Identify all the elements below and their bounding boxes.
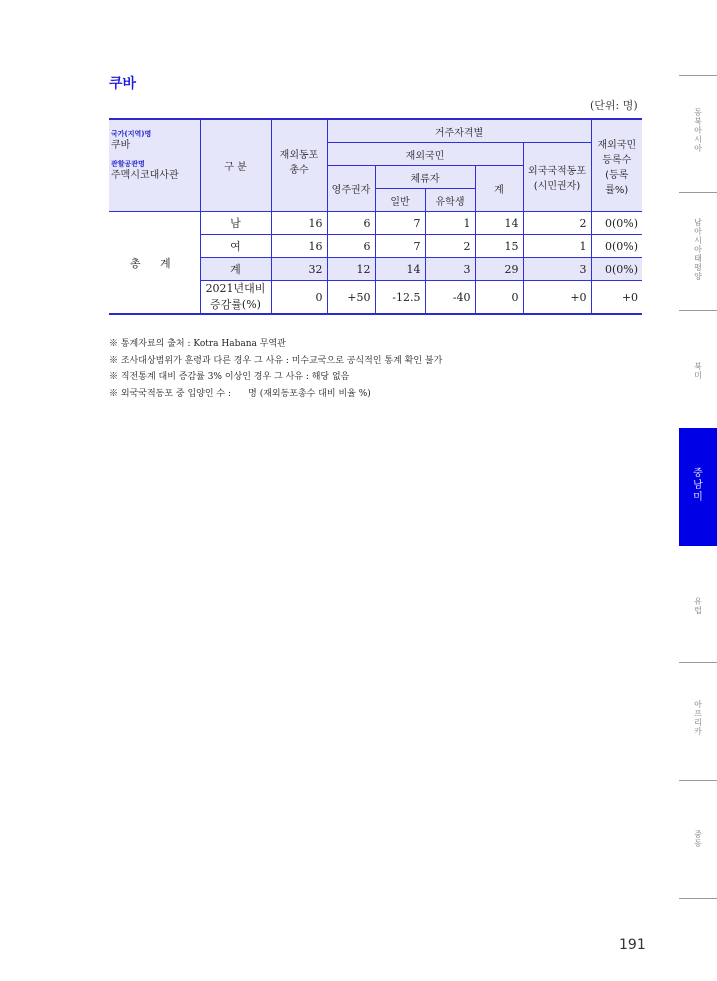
cell-general: -12.5 <box>375 281 425 315</box>
cell-permanent: +50 <box>327 281 375 315</box>
header-nationals: 재외국민 <box>327 143 523 166</box>
header-total: 재외동포 총수 <box>271 119 327 212</box>
cell-general: 7 <box>375 235 425 258</box>
cell-registered: 0(0%) <box>591 235 642 258</box>
header-registered: 재외국민 등록수 (등록률%) <box>591 119 642 212</box>
footnote: ※ 외국국적동포 중 입양인 수 : 명 (재외동포총수 대비 비율 %) <box>109 388 371 399</box>
country-label: 국가(지역)명 <box>111 130 152 138</box>
cell-student: -40 <box>425 281 475 315</box>
header-category: 구 분 <box>200 119 271 212</box>
header-general: 일반 <box>375 189 425 212</box>
cell-subtotal: 14 <box>475 212 523 235</box>
header-residence: 거주자격별 <box>327 119 591 143</box>
cell-subtotal: 0 <box>475 281 523 315</box>
header-sojourner: 체류자 <box>375 166 475 189</box>
cell-foreign: 3 <box>523 258 591 281</box>
cell-total: 16 <box>271 212 327 235</box>
side-divider <box>679 75 717 76</box>
cell-registered: 0(0%) <box>591 212 642 235</box>
group-label: 총 계 <box>109 212 200 315</box>
side-tab-europe[interactable]: 유 럽 <box>694 597 702 615</box>
cell-subtotal: 29 <box>475 258 523 281</box>
side-tab-africa[interactable]: 아 프 리 카 <box>694 700 702 736</box>
unit-label: (단위: 명) <box>590 99 638 112</box>
footnote: ※ 통계자료의 출처 : Kotra Habana 무역관 <box>109 339 286 349</box>
region-side-nav <box>679 0 717 981</box>
side-divider <box>679 310 717 311</box>
cell-general: 7 <box>375 212 425 235</box>
cell-foreign: 2 <box>523 212 591 235</box>
side-tab-middle-east[interactable]: 중 동 <box>694 830 702 848</box>
side-divider <box>679 192 717 193</box>
page-number: 191 <box>619 937 646 953</box>
side-tab-south-asia-pacific[interactable]: 남 아 시 아 태 평 양 <box>694 218 702 281</box>
side-tab-latin-america[interactable]: 중 남 미 <box>679 428 717 546</box>
cell-student: 2 <box>425 235 475 258</box>
side-divider <box>679 898 717 899</box>
row-label: 여 <box>200 235 271 258</box>
row-label: 2021년대비 증감률(%) <box>200 281 271 315</box>
side-divider <box>679 780 717 781</box>
footnote: ※ 조사대상범위가 훈령과 다른 경우 그 사유 : 미수교국으로 공식적인 통계 확인 불가 <box>109 355 443 366</box>
statistics-table <box>109 118 642 315</box>
cell-total: 0 <box>271 281 327 315</box>
office-label: 관할공관명 <box>111 160 145 168</box>
side-tab-northeast-asia[interactable]: 동 북 아 시 아 <box>694 108 702 153</box>
header-subtotal: 계 <box>475 166 523 212</box>
cell-registered: 0(0%) <box>591 258 642 281</box>
cell-subtotal: 15 <box>475 235 523 258</box>
header-student: 유학생 <box>425 189 475 212</box>
cell-foreign: +0 <box>523 281 591 315</box>
cell-total: 16 <box>271 235 327 258</box>
cell-general: 14 <box>375 258 425 281</box>
side-divider <box>679 662 717 663</box>
footnote: ※ 직전통계 대비 증감률 3% 이상인 경우 그 사유 : 해당 없음 <box>109 372 350 382</box>
footnotes <box>109 336 442 402</box>
header-foreign: 외국국적동포 (시민권자) <box>523 143 591 212</box>
header-permanent: 영주권자 <box>327 166 375 212</box>
page-title: 쿠바 <box>109 76 137 92</box>
table-row <box>109 212 642 235</box>
side-tab-north-america[interactable]: 북 미 <box>694 362 702 380</box>
cell-student: 3 <box>425 258 475 281</box>
office-name: 주멕시코대사관 <box>111 170 179 181</box>
row-label: 계 <box>200 258 271 281</box>
cell-registered: +0 <box>591 281 642 315</box>
cell-permanent: 6 <box>327 212 375 235</box>
cell-foreign: 1 <box>523 235 591 258</box>
cell-student: 1 <box>425 212 475 235</box>
cell-permanent: 12 <box>327 258 375 281</box>
table-info-cell <box>109 119 200 212</box>
country-name: 쿠바 <box>111 140 131 151</box>
row-label: 남 <box>200 212 271 235</box>
cell-permanent: 6 <box>327 235 375 258</box>
cell-total: 32 <box>271 258 327 281</box>
